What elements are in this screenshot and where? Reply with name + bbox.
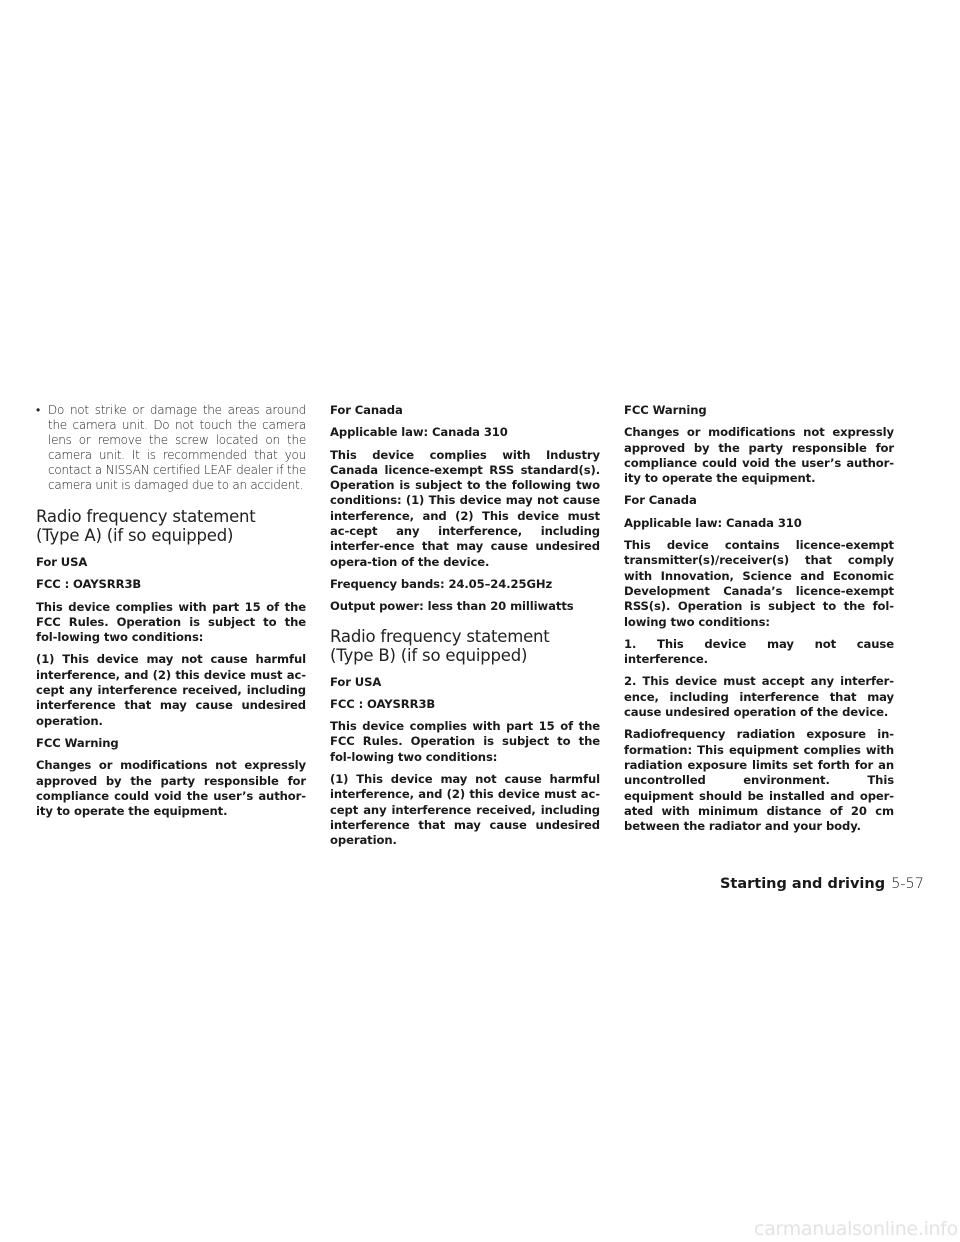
column-2 <box>330 403 600 856</box>
section-heading-type-b <box>330 627 600 665</box>
watermark: carmanualsonline.info <box>754 1218 958 1240</box>
paragraph: Applicable law: Canada 310 <box>624 515 802 530</box>
paragraph: This device complies with part 15 of the FCC Rules. Operation is subject to the fol-lowing two conditions: <box>330 719 600 764</box>
paragraph: FCC Warning <box>36 735 119 750</box>
heading-line: (Type A) (if so equipped) <box>36 526 234 545</box>
paragraph: For USA <box>36 555 88 569</box>
bullet-text: Do not strike or damage the areas around the camera unit. Do not touch the camera lens or remove the screw located on the camera unit. It is recommended that you contact a NISSAN certified LEAF dealer if the camera unit is damaged due to an accident. <box>48 403 306 492</box>
column-3 <box>624 403 894 841</box>
paragraph: Output power: less than 20 milliwatts <box>330 599 574 614</box>
heading-line: (Type B) (if so equipped) <box>330 645 528 665</box>
paragraph: 2. This device must accept any interfer-ence, including interference that may cause undesired operation of the device. <box>624 674 894 720</box>
column-1 <box>36 403 306 826</box>
paragraph: This device complies with part 15 of the FCC Rules. Operation is subject to the fol-lowing two conditions: <box>36 599 306 645</box>
paragraph: For Canada <box>330 403 403 417</box>
paragraph: (1) This device may not cause harmful interference, and (2) this device must ac-cept any interference received, including interference that may cause undesired operation. <box>36 652 306 728</box>
paragraph: FCC Warning <box>624 403 707 417</box>
footer-section-title: Starting and driving <box>719 876 886 892</box>
page-number: 5-57 <box>891 876 924 892</box>
paragraph: Frequency bands: 24.05–24.25GHz <box>330 576 553 591</box>
paragraph: This device complies with Industry Canada licence-exempt RSS standard(s). Operation is subject to the following two conditions: (1) This device may not cause interference, and (2) This device must ac-cept any interference, including interfer-ence that may cause undesired opera-tion of the device. <box>330 447 600 569</box>
bullet-item <box>36 403 306 493</box>
paragraph: 1. This device may not cause interference. <box>624 636 894 667</box>
paragraph: (1) This device may not cause harmful interference, and (2) this device must ac-cept any interference received, including interference that may cause undesired operation. <box>330 772 600 848</box>
paragraph: For USA <box>330 674 382 689</box>
paragraph: FCC : OAYSRR3B <box>36 577 142 592</box>
paragraph: Changes or modifications not expressly approved by the party responsible for compliance could void the user’s author-ity to operate the equipment. <box>624 425 894 486</box>
page-footer <box>720 876 924 892</box>
bullet-dot-icon: • <box>36 403 40 417</box>
section-heading-type-a <box>36 507 306 545</box>
paragraph: Radiofrequency radiation exposure in-formation: This equipment complies with radiation exposure limits set forth for an uncontrolled environment. This equipment should be installed and oper-ated with minimum distance of 20 cm between the radiator and your body. <box>624 727 894 834</box>
heading-line: Radio frequency statement <box>36 507 256 526</box>
paragraph: Applicable law: Canada 310 <box>330 425 508 440</box>
paragraph: This device contains licence-exempt transmitter(s)/receiver(s) that comply with Innovation, Science and Economic Development Canada’s licence-exempt RSS(s). Operation is subject to the fol-lowing two conditions: <box>624 538 894 629</box>
heading-line: Radio frequency statement <box>330 626 550 646</box>
paragraph: FCC : OAYSRR3B <box>330 696 436 711</box>
paragraph: Changes or modifications not expressly approved by the party responsible for compliance could void the user’s author-ity to operate the equipment. <box>36 758 306 819</box>
paragraph: For Canada <box>624 493 697 508</box>
